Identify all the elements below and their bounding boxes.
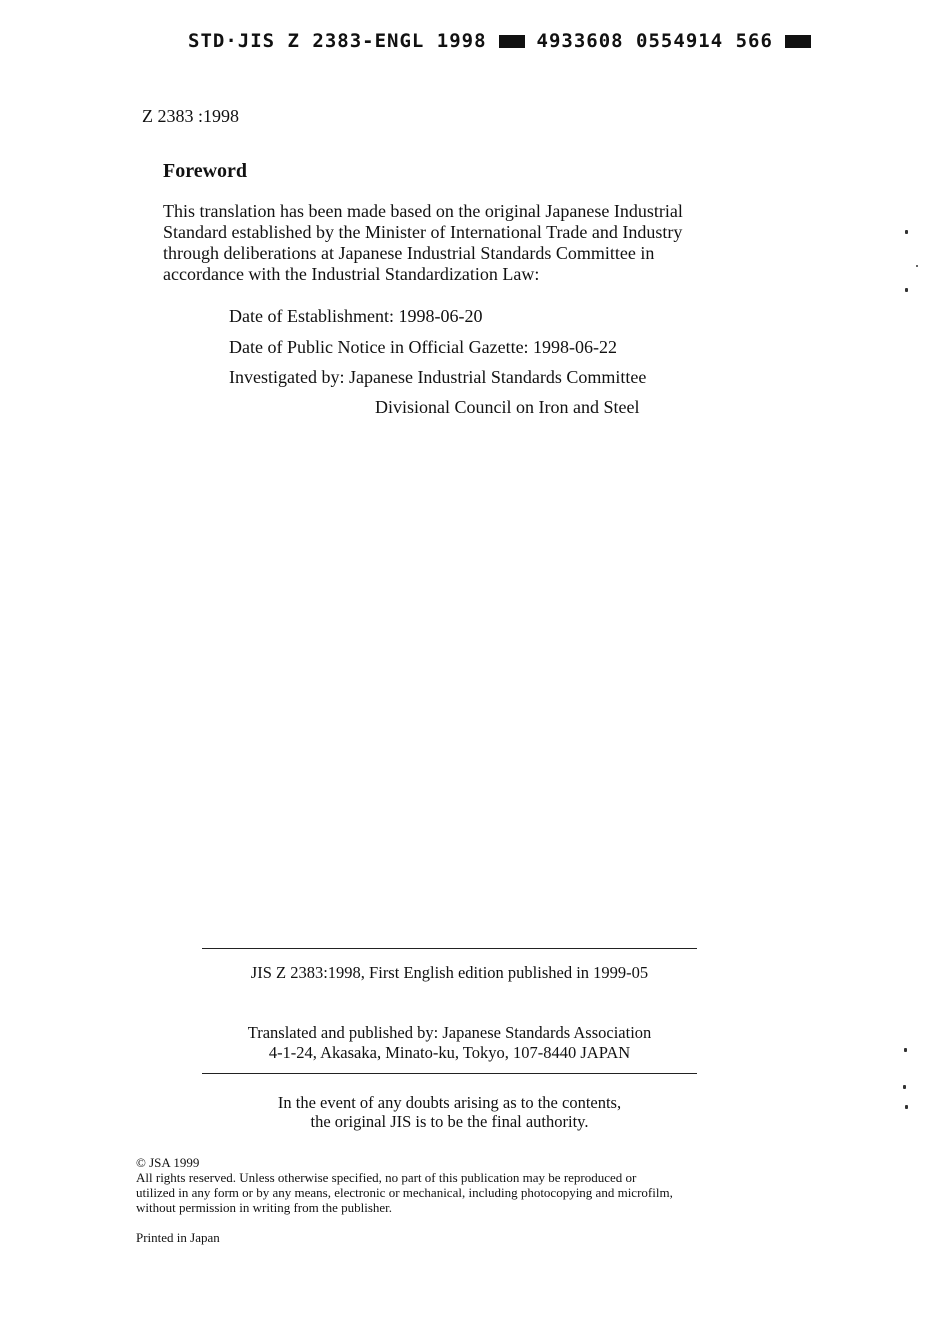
document-number: Z 2383 :1998 — [142, 106, 239, 126]
scan-speck — [904, 1048, 907, 1052]
foreword-line: accordance with the Industrial Standardization Law: — [163, 264, 540, 284]
printed-in: Printed in Japan — [136, 1230, 220, 1245]
authority-note: the original JIS is to be the final authority. — [310, 1112, 589, 1131]
scan-speck — [905, 288, 908, 292]
investigated-by: Investigated by: Japanese Industrial Standards Committee — [229, 367, 647, 387]
publisher-address: 4-1-24, Akasaka, Minato-ku, Tokyo, 107-8440 JAPAN — [268, 1043, 631, 1062]
copyright-mark: © JSA 1999 — [136, 1155, 200, 1170]
scan-speck — [916, 265, 918, 267]
foreword-line: through deliberations at Japanese Industrial Standards Committee in — [163, 243, 655, 263]
foreword-line: This translation has been made based on the original Japanese Industrial — [163, 201, 683, 221]
authority-note: In the event of any doubts arising as to the contents, — [277, 1093, 622, 1112]
establishment-date: Date of Establishment: 1998-06-20 — [229, 306, 483, 326]
divider-bottom — [202, 1073, 697, 1074]
divider-top — [202, 948, 697, 949]
scan-speck — [905, 230, 908, 234]
header-stamp — [188, 30, 811, 52]
scan-speck — [903, 1085, 906, 1089]
header-numbers: 4933608 0554914 566 — [536, 30, 773, 52]
black-bar-mark — [499, 35, 525, 48]
foreword-title: Foreword — [163, 160, 248, 182]
copyright-text: All rights reserved. Unless otherwise specified, no part of this publication may be reproduced or — [136, 1170, 637, 1185]
edition-note: JIS Z 2383:1998, First English edition published in 1999-05 — [250, 963, 649, 982]
foreword-paragraph — [163, 201, 773, 285]
scan-speck — [905, 1105, 908, 1109]
divisional-council: Divisional Council on Iron and Steel — [375, 397, 640, 417]
header-code: STD·JIS Z 2383-ENGL 1998 — [188, 30, 487, 52]
black-bar-mark — [785, 35, 811, 48]
foreword-line: Standard established by the Minister of International Trade and Industry — [163, 222, 683, 242]
public-notice-date: Date of Public Notice in Official Gazette: 1998-06-22 — [229, 337, 618, 357]
publisher-line: Translated and published by: Japanese Standards Association — [247, 1023, 652, 1042]
copyright-text: without permission in writing from the publisher. — [136, 1200, 393, 1215]
copyright-text: utilized in any form or by any means, electronic or mechanical, including photocopying and microfilm, — [136, 1185, 673, 1200]
